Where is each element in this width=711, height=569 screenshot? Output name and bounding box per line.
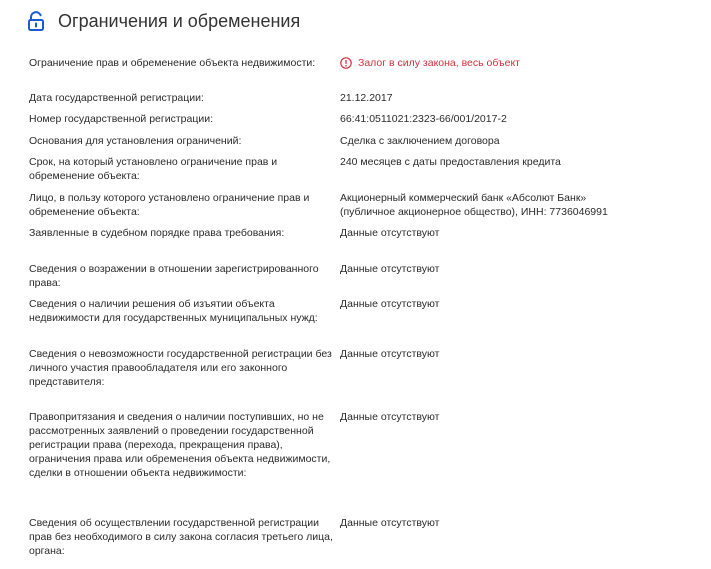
row-label: Заявленные в судебном порядке права требования: — [29, 227, 285, 239]
row-encumbrance — [29, 56, 699, 91]
section-header — [27, 8, 300, 34]
row-label: Сведения об осуществлении государственной регистрации прав без необходимого в силу закона согласия третьего лица, органа: — [29, 517, 333, 557]
row-registration-number — [29, 112, 699, 134]
row-basis — [29, 134, 699, 155]
row-third-party-consent — [29, 516, 699, 558]
row-value: Данные отсутствуют — [340, 298, 440, 310]
row-label: Сведения о невозможности государственной регистрации без личного участия правообладателя или его законного представителя: — [29, 348, 332, 388]
row-objection — [29, 262, 699, 297]
row-value: 21.12.2017 — [340, 92, 393, 104]
row-label: Сведения о наличии решения об изъятии объекта недвижимости для государственных муниципальных нужд: — [29, 298, 318, 324]
section-title: Ограничения и обременения — [58, 10, 301, 31]
row-term — [29, 155, 699, 191]
row-label: Сведения о возражении в отношении зарегистрированного права: — [29, 263, 319, 289]
row-personal-participation — [29, 347, 699, 410]
row-label: Срок, на который установлено ограничение прав и обременение объекта: — [29, 156, 278, 182]
row-value: Данные отсутствуют — [340, 411, 440, 423]
row-value: 66:41:0511021:2323-66/001/2017-2 — [340, 113, 507, 125]
row-value: Данные отсутствуют — [340, 348, 440, 360]
row-beneficiary — [29, 191, 699, 226]
row-value — [340, 56, 520, 91]
encumbrance-details — [29, 56, 699, 558]
row-value: Сделка с заключением договора — [340, 135, 500, 147]
row-seizure — [29, 297, 699, 347]
row-value: Данные отсутствуют — [340, 263, 440, 275]
row-value: Данные отсутствуют — [340, 517, 440, 529]
alert-circle-icon — [340, 57, 352, 69]
row-value: Данные отсутствуют — [340, 227, 440, 239]
row-value: Акционерный коммерческий банк «Абсолют Банк» (публичное акционерное общество), ИНН: 7736046991 — [340, 192, 608, 218]
row-label: Дата государственной регистрации: — [29, 92, 204, 104]
lock-open-icon — [27, 11, 45, 31]
row-registration-date — [29, 91, 699, 112]
row-value: 240 месяцев с даты предоставления кредита — [340, 156, 561, 168]
encumbrance-value: Залог в силу закона, весь объект — [358, 57, 520, 69]
row-label: Номер государственной регистрации: — [29, 113, 213, 125]
row-label: Основания для установления ограничений: — [29, 135, 242, 147]
row-label: Правопритязания и сведения о наличии поступивших, но не рассмотренных заявлений о проведении государственной регистрации права (перехода, прекращения права), ограничения права или обременения объекта недвижимости, сделки в отношении объекта недвижимости: — [29, 411, 331, 479]
row-label: Ограничение прав и обременение объекта недвижимости: — [29, 57, 316, 69]
row-claims-pending — [29, 410, 699, 516]
row-court-claims — [29, 226, 699, 262]
row-label: Лицо, в пользу которого установлено ограничение прав и обременение объекта: — [29, 192, 310, 218]
